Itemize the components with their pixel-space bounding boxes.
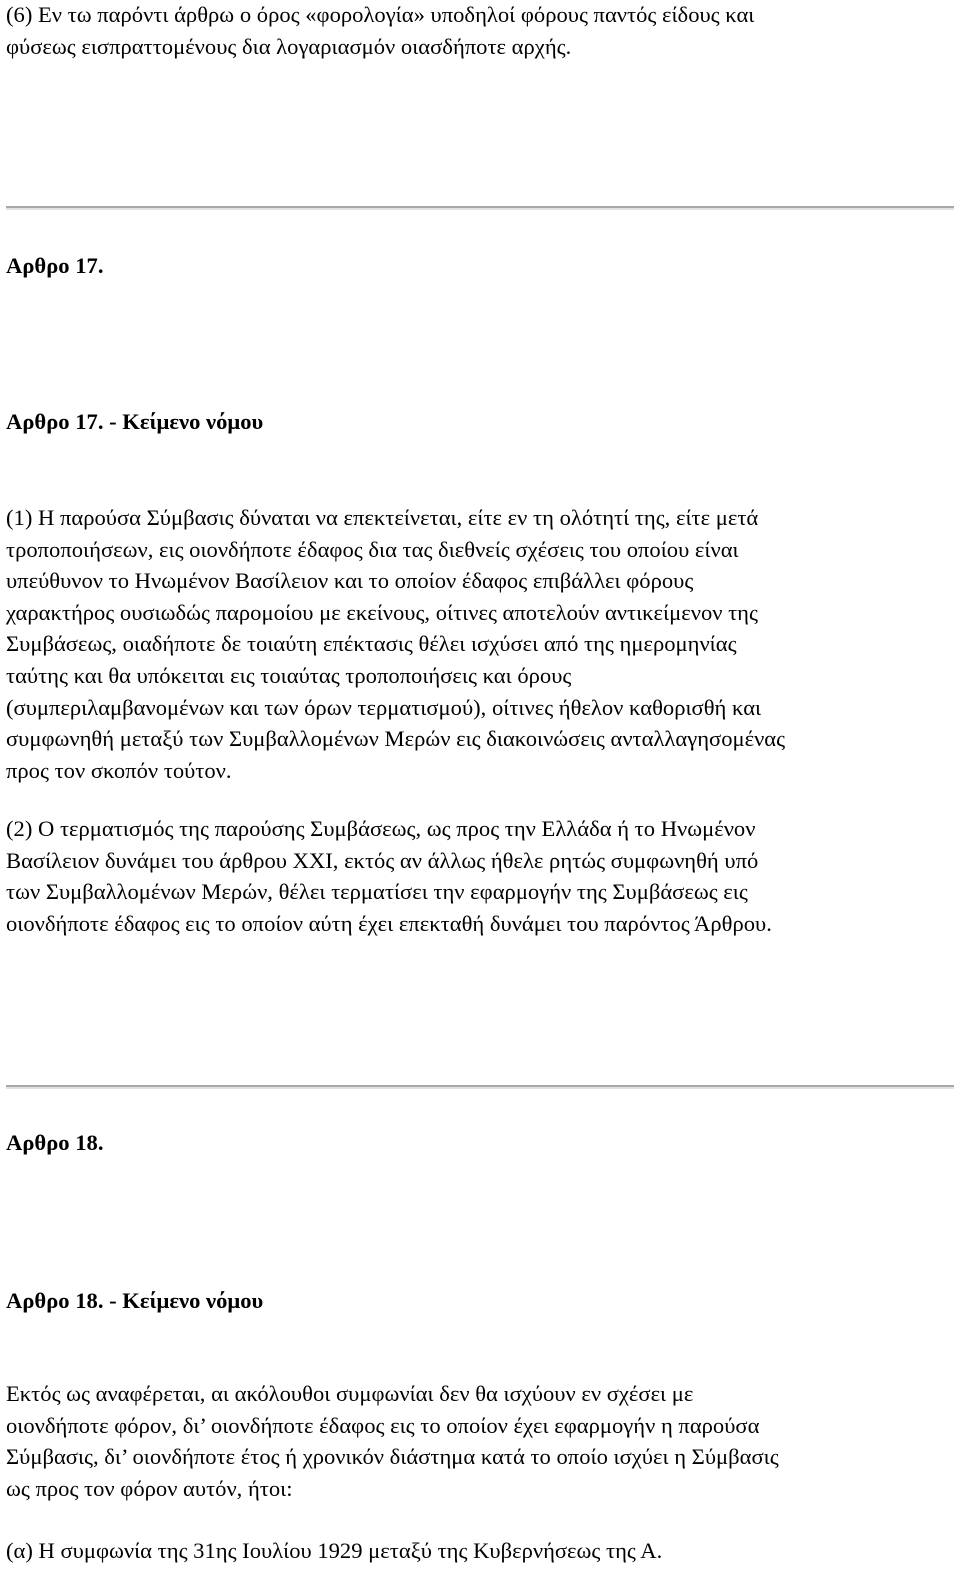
- text-line: Εκτός ως αναφέρεται, αι ακόλουθοι συμφωνίαι δεν θα ισχύουν εν σχέσει με: [6, 1381, 694, 1406]
- text-line: συμφωνηθή μεταξύ των Συμβαλλομένων Μερών εις διακοινώσεις ανταλλαγησομένας: [6, 726, 786, 752]
- article-18-law-text-heading: Αρθρο 18. - Κείμενο νόμου: [6, 1288, 264, 1313]
- article-18-item-a: [6, 1535, 948, 1567]
- text-line: προς τον σκοπόν τούτον.: [6, 757, 232, 783]
- text-line: (2) Ο τερματισμός της παρούσης Συμβάσεως, ως προς την Ελλάδα ή το Ηνωμένον: [6, 816, 756, 841]
- text-line: (1) Η παρούσα Σύμβασις δύναται να επεκτείνεται, είτε εν τη ολότητί της, είτε μετά: [6, 505, 759, 530]
- text-line: υπεύθυνον το Ηνωμένον Βασίλειον και το οποίον έδαφος επιβάλλει φόρους: [6, 568, 694, 594]
- text-line: φύσεως εισπραττομένους δια λογαριασμόν οιασδήποτε αρχής.: [6, 33, 572, 59]
- text-line: (α) Η συμφωνία της 31ης Ιουλίου 1929 μεταξύ της Κυβερνήσεως της Α.: [6, 1538, 663, 1563]
- text-line: Βασίλειον δυνάμει του άρθρου XXI, εκτός αν άλλως ήθελε ρητώς συμφωνηθή υπό: [6, 847, 759, 873]
- text-line: οιονδήποτε φόρον, δι’ οιονδήποτε έδαφος εις το οποίον έχει εφαρμογήν η παρούσα: [6, 1412, 760, 1438]
- text-line: ως προς τον φόρον αυτόν, ήτοι:: [6, 1475, 293, 1501]
- section-divider: [6, 1085, 954, 1089]
- article-17-paragraph-2: [6, 813, 948, 939]
- text-line: (6) Εν τω παρόντι άρθρω ο όρος «φορολογία» υποδηλοί φόρους παντός είδους και: [6, 2, 755, 27]
- text-line: Συμβάσεως, οιαδήποτε δε τοιαύτη επέκτασις θέλει ισχύσει από της ημερομηνίας: [6, 631, 737, 657]
- text-line: των Συμβαλλομένων Μερών, θέλει τερματίσει την εφαρμογήν της Συμβάσεως εις: [6, 879, 748, 905]
- article-17-law-text-heading: Αρθρο 17. - Κείμενο νόμου: [6, 409, 264, 434]
- paragraph-6: [6, 0, 948, 62]
- article-17-paragraph-1: [6, 502, 948, 786]
- article-18-paragraph-1: [6, 1378, 948, 1504]
- text-line: τροποποιήσεων, εις οιονδήποτε έδαφος δια τας διεθνείς σχέσεις του οποίου είναι: [6, 536, 739, 562]
- text-line: χαρακτήρος ουσιωδώς παρομοίου με εκείνους, οίτινες αποτελούν αντικείμενον της: [6, 599, 758, 625]
- article-18-heading: Αρθρο 18.: [6, 1130, 104, 1155]
- article-17-heading: Αρθρο 17.: [6, 253, 104, 278]
- text-line: (συμπεριλαμβανομένων και των όρων τερματισμού), οίτινες ήθελον καθορισθή και: [6, 694, 762, 720]
- text-line: Σύμβασις, δι’ οιονδήποτε έτος ή χρονικόν διάστημα κατά το οποίο ισχύει η Σύμβασις: [6, 1444, 779, 1470]
- text-line: οιονδήποτε έδαφος εις το οποίον αύτη έχει επεκταθή δυνάμει του παρόντος Άρθρου.: [6, 910, 772, 936]
- section-divider: [6, 206, 954, 210]
- text-line: ταύτης και θα υπόκειται εις τοιαύτας τροποποιήσεις και όρους: [6, 662, 572, 688]
